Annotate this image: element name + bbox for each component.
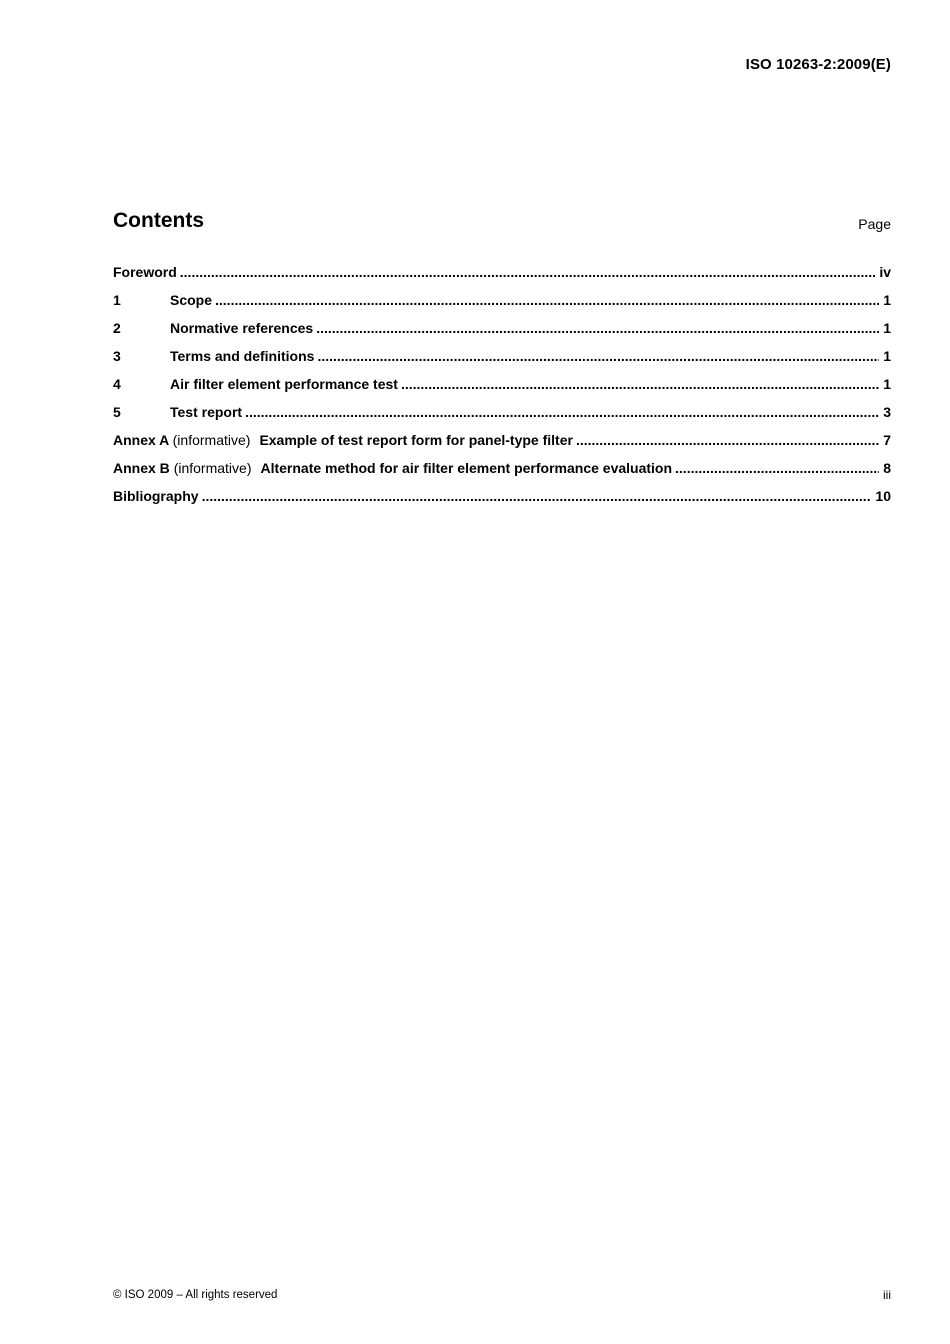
toc-annex-type: (informative) xyxy=(172,432,251,448)
toc-annex-type: (informative) xyxy=(173,460,252,476)
document-identifier: ISO 10263-2:2009(E) xyxy=(745,56,891,73)
toc-entry-number: 1 xyxy=(113,292,121,308)
toc-entry-title: Terms and definitions xyxy=(170,348,315,364)
toc-entry-page: 10 xyxy=(875,488,891,504)
toc-entry-title: Normative references xyxy=(170,320,314,336)
toc-entry-page: 8 xyxy=(883,460,891,476)
toc-entry-clause-5[interactable] xyxy=(113,404,891,432)
toc-entry-clause-1[interactable] xyxy=(113,292,891,320)
toc-annex-label: Annex A xyxy=(113,432,169,448)
toc-entry-clause-3[interactable] xyxy=(113,348,891,376)
toc-leader-dots xyxy=(576,432,879,448)
contents-heading: Contents xyxy=(113,209,204,232)
toc-entry-page: 1 xyxy=(883,376,891,392)
toc-annex-label-group xyxy=(113,432,250,448)
toc-entry-page: 1 xyxy=(883,292,891,308)
toc-leader-dots xyxy=(401,376,879,392)
toc-leader-dots xyxy=(202,488,872,504)
toc-leader-dots xyxy=(245,404,879,420)
toc-entry-page: 1 xyxy=(883,320,891,336)
toc-entry-annex-a[interactable] xyxy=(113,432,891,460)
toc-entry-number: 3 xyxy=(113,348,121,364)
toc-entry-clause-2[interactable] xyxy=(113,320,891,348)
table-of-contents xyxy=(113,264,891,516)
toc-entry-page: 3 xyxy=(883,404,891,420)
toc-entry-title: Bibliography xyxy=(113,488,199,504)
toc-entry-annex-b[interactable] xyxy=(113,460,891,488)
footer-copyright: © ISO 2009 – All rights reserved xyxy=(113,1289,278,1301)
toc-entry-page: 1 xyxy=(883,348,891,364)
toc-leader-dots xyxy=(675,460,879,476)
toc-entry-page: iv xyxy=(879,264,891,280)
toc-leader-dots xyxy=(316,320,879,336)
toc-entry-foreword[interactable] xyxy=(113,264,891,292)
toc-entry-title: Example of test report form for panel-type filter xyxy=(259,432,573,448)
toc-entry-clause-4[interactable] xyxy=(113,376,891,404)
page-column-label: Page xyxy=(858,216,891,232)
toc-entry-title: Air filter element performance test xyxy=(170,376,398,392)
toc-entry-title: Foreword xyxy=(113,264,177,280)
toc-entry-bibliography[interactable] xyxy=(113,488,891,516)
footer-page-number: iii xyxy=(883,1288,891,1302)
toc-annex-label: Annex B xyxy=(113,460,170,476)
toc-entry-title: Test report xyxy=(170,404,243,420)
toc-leader-dots xyxy=(215,292,879,308)
toc-entry-title: Scope xyxy=(170,292,213,308)
toc-leader-dots xyxy=(180,264,876,280)
toc-leader-dots xyxy=(317,348,879,364)
toc-annex-label-group xyxy=(113,460,251,476)
toc-entry-page: 7 xyxy=(883,432,891,448)
toc-entry-number: 4 xyxy=(113,376,121,392)
toc-entry-title: Alternate method for air filter element performance evaluation xyxy=(260,460,673,476)
toc-entry-number: 5 xyxy=(113,404,121,420)
toc-entry-number: 2 xyxy=(113,320,121,336)
